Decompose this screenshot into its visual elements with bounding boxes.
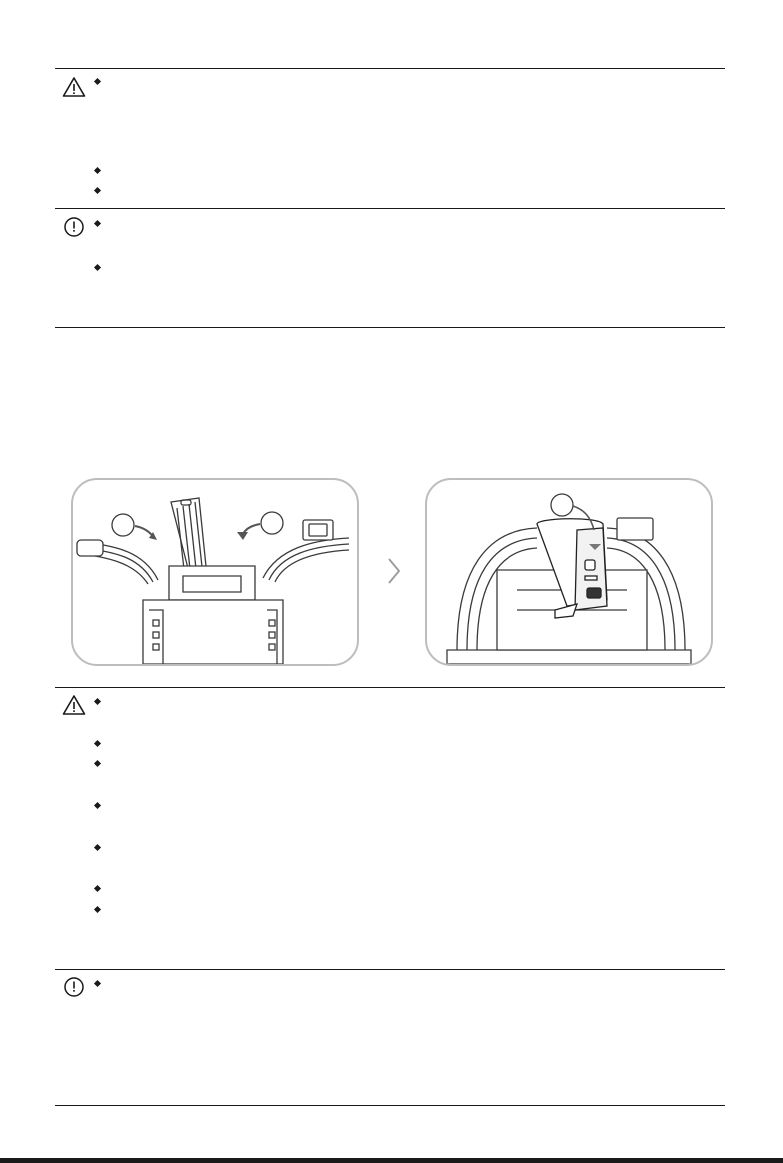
section-divider-bottom <box>55 1105 725 1106</box>
warning-triangle-icon <box>62 76 86 103</box>
callout-circle-1 <box>112 514 134 536</box>
list-bullet <box>94 980 101 987</box>
list-bullet <box>94 264 101 271</box>
list-bullet <box>94 844 101 851</box>
list-bullet <box>94 220 101 227</box>
callout-circle-3 <box>551 494 573 516</box>
list-bullet <box>94 885 101 892</box>
section-divider <box>55 687 725 688</box>
list-bullet <box>94 760 101 767</box>
exclamation-circle-icon <box>63 976 85 1003</box>
list-bullet <box>94 906 101 913</box>
chevron-right-icon <box>386 557 402 590</box>
strap-secured-illustration <box>427 480 711 664</box>
list-bullet <box>94 167 101 174</box>
list-bullet <box>94 740 101 747</box>
cable-routing-illustration <box>73 480 357 664</box>
callout-circle-2 <box>261 512 283 534</box>
section-divider <box>55 327 725 328</box>
section-divider <box>55 208 725 209</box>
section-divider <box>55 969 725 970</box>
list-bullet <box>94 698 101 705</box>
list-bullet <box>94 78 101 85</box>
page-bottom-edge <box>0 1158 783 1163</box>
illustration-panel-left <box>71 478 359 666</box>
section-divider-top <box>55 68 725 69</box>
warning-triangle-icon <box>62 694 86 721</box>
exclamation-circle-icon <box>63 216 85 243</box>
illustration-panel-right <box>425 478 713 666</box>
list-bullet <box>94 802 101 809</box>
list-bullet <box>94 187 101 194</box>
